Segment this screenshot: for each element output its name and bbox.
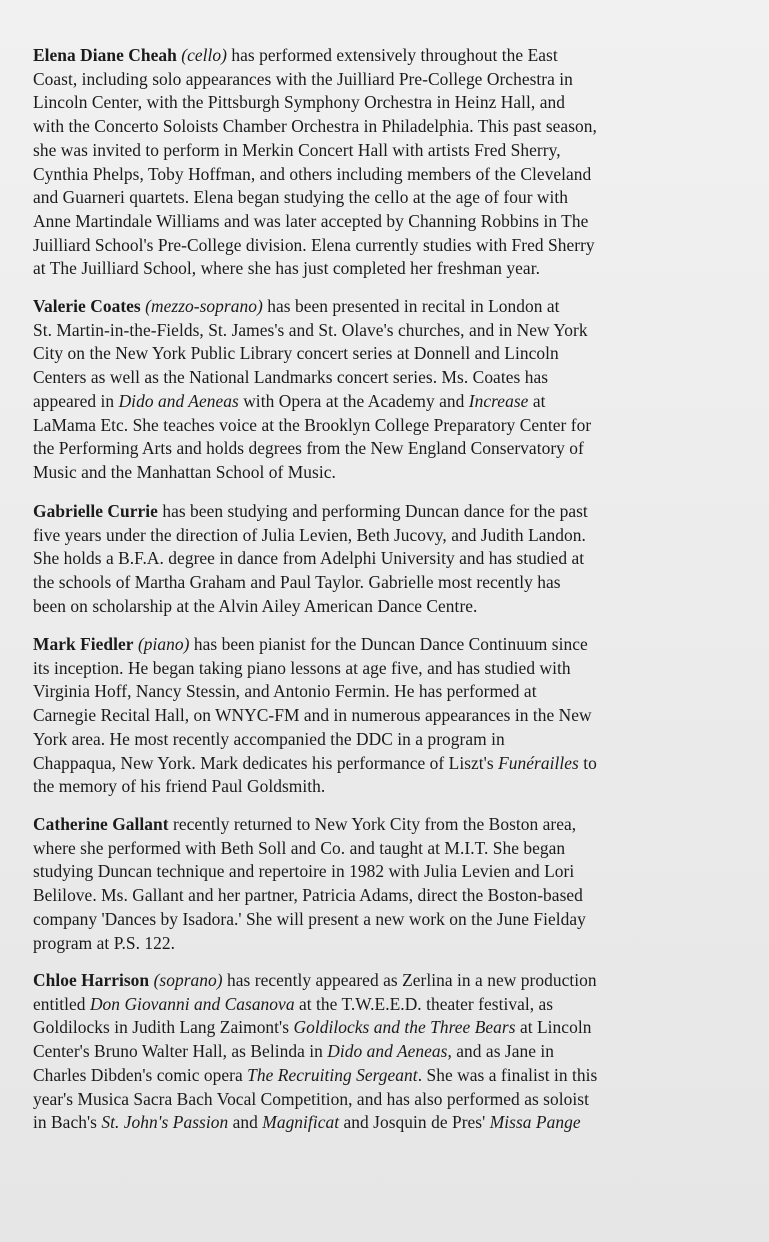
bio-line: year's Musica Sacra Bach Vocal Competition, and has also performed as soloist [33,1088,589,1109]
bio-line: the Performing Arts and holds degrees from the New England Conservatory of [33,438,584,459]
work-title: Don Giovanni and Casanova [89,993,295,1014]
bio-text: entitled [33,993,90,1014]
bio-line: Belilove. Ms. Gallant and her partner, Patricia Adams, direct the Boston-based [33,885,583,906]
bio-text: has performed extensively throughout the East [231,45,558,65]
bio-text: at [532,390,546,411]
bio-text: has been pianist for the Duncan Dance Continuum since [193,634,588,654]
bio-text: has been studying and performing Duncan dance for the past [162,501,588,521]
work-title: Dido and Aeneas [118,390,239,411]
bio-line: studying Duncan technique and repertoire in 1982 with Julia Levien and Lori [33,861,575,882]
performer-instrument: (soprano) [153,970,223,990]
bio-text: appeared in [33,390,119,411]
bio-line: Coast, including solo appearances with the Juilliard Pre-College Orchestra in [33,68,573,89]
bio-line: Juilliard School's Pre-College division. Elena currently studies with Fred Sherry [33,234,595,255]
bio-line: St. Martin-in-the-Fields, St. James's and St. Olave's churches, and in New York [33,319,588,340]
work-title: Funérailles [498,752,579,773]
bio-mark-fiedler [33,633,745,799]
bio-text: and [232,1112,263,1133]
bio-text: Goldilocks in Judith Lang Zaimont's [33,1017,294,1038]
performer-name: Valerie Coates [33,296,141,316]
bio-line: with the Concerto Soloists Chamber Orchestra in Philadelphia. This past season, [33,116,597,137]
bio-text: . She was a finalist in this [417,1064,598,1085]
work-title: Goldilocks and the Three Bears [293,1017,516,1038]
bio-line: Cynthia Phelps, Toby Hoffman, and others including members of the Cleveland [33,163,592,184]
bio-gabrielle-currie [33,500,745,619]
bio-line: where she performed with Beth Soll and Co. and taught at M.I.T. She began [33,837,566,858]
bio-line: Anne Martindale Williams and was later accepted by Channing Robbins in The [33,210,589,231]
bio-elena-cheah [33,44,745,281]
bio-line: LaMama Etc. She teaches voice at the Brooklyn College Preparatory Center for [33,414,592,435]
bio-valerie-coates [33,295,745,485]
performer-instrument: (cello) [181,45,227,65]
bio-line: Music and the Manhattan School of Music. [33,461,336,482]
bio-text: and Josquin de Pres' [343,1112,490,1133]
bio-line: at The Juilliard School, where she has just completed her freshman year. [33,258,540,279]
bio-catherine-gallant [33,813,745,955]
work-title: Dido and Aeneas [327,1041,448,1062]
bio-text: recently returned to New York City from the Boston area, [173,814,577,834]
bio-line: been on scholarship at the Alvin Ailey American Dance Centre. [33,595,478,616]
bio-text: Center's Bruno Walter Hall, as Belinda in [33,1041,328,1062]
work-title: Missa Pange [489,1112,581,1133]
bio-chloe-harrison [33,969,745,1135]
bio-text: Chappaqua, New York. Mark dedicates his performance of Liszt's [33,752,499,773]
bio-text: at Lincoln [519,1017,592,1038]
bio-line: Lincoln Center, with the Pittsburgh Symphony Orchestra in Heinz Hall, and [33,92,565,113]
bio-line: Centers as well as the National Landmarks concert series. Ms. Coates has [33,367,549,388]
bio-line: the memory of his friend Paul Goldsmith. [33,776,326,797]
performer-name: Mark Fiedler [33,634,134,654]
bio-text: in Bach's [33,1112,102,1133]
bio-text: to [583,752,597,773]
bio-line: Carnegie Recital Hall, on WNYC-FM and in numerous appearances in the New [33,705,592,726]
bio-line: Virginia Hoff, Nancy Stessin, and Antonio Fermin. He has performed at [33,681,537,702]
work-title: Increase [468,390,529,411]
performer-name: Elena Diane Cheah [33,45,177,65]
bio-line: the schools of Martha Graham and Paul Taylor. Gabrielle most recently has [33,572,561,593]
performer-name: Chloe Harrison [33,970,150,990]
bio-line: its inception. He began taking piano lessons at age five, and has studied with [33,657,571,678]
bio-text: has recently appeared as Zerlina in a new production [227,970,597,990]
performer-instrument: (piano) [137,634,190,654]
bio-text: has been presented in recital in London at [267,296,560,316]
work-title: St. John's Passion [101,1112,229,1133]
work-title: The Recruiting Sergeant [247,1064,418,1085]
bio-line: she was invited to perform in Merkin Concert Hall with artists Fred Sherry, [33,139,561,160]
bio-line: City on the New York Public Library concert series at Donnell and Lincoln [33,343,559,364]
bio-line: She holds a B.F.A. degree in dance from Adelphi University and has studied at [33,548,585,569]
performer-name: Gabrielle Currie [33,501,158,521]
bio-text: with Opera at the Academy and [243,390,469,411]
bio-text: at the T.W.E.E.D. theater festival, as [298,993,554,1014]
bio-line: five years under the direction of Julia Levien, Beth Jucovy, and Judith Landon. [33,524,586,545]
bio-text: , and as Jane in [447,1041,555,1062]
performer-name: Catherine Gallant [33,814,169,834]
bio-line: York area. He most recently accompanied the DDC in a program in [33,728,505,749]
work-title: Magnificat [262,1112,340,1133]
performer-instrument: (mezzo-soprano) [145,296,263,316]
bio-text: Charles Dibden's comic opera [33,1064,248,1085]
bio-line: and Guarneri quartets. Elena began studying the cello at the age of four with [33,187,569,208]
bio-line: company 'Dances by Isadora.' She will present a new work on the June Fielday [33,908,586,929]
bio-line: program at P.S. 122. [33,932,176,953]
